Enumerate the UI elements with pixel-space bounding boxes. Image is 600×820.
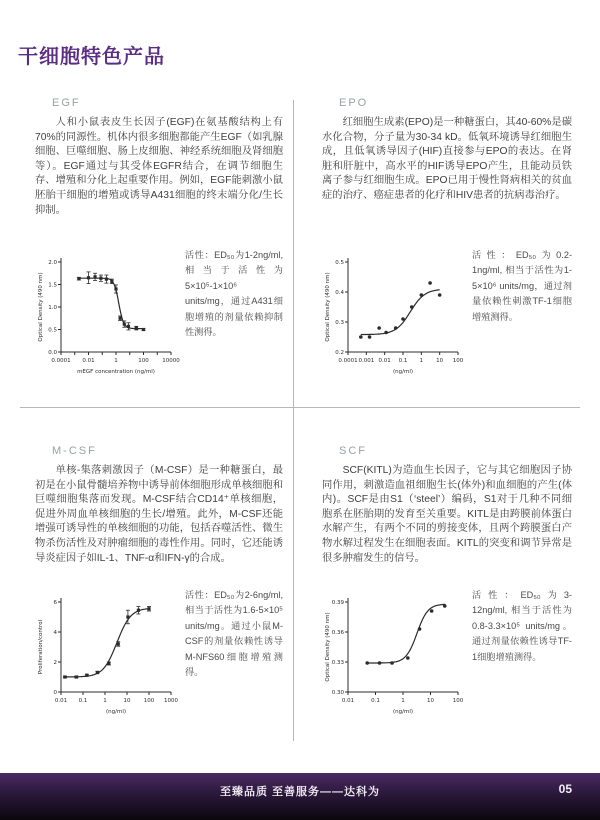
section-body-scf: SCF(KITL)为造血生长因子，它与其它细胞因子协同作用，刺激造血祖细胞生长(体外)和血细胞的产生(体内)。SCF是由S1（‘steel’）编码，S1对于几种不同细胞系在胚胎期的发育至关重要。KITL是由跨膜前体蛋白水解产生，有两个不同的剪接变体，且两个跨膜蛋白产物水解过程发生在细胞表面。KITL的突变和调节异常是很多肿瘤发生的信号。 (322, 465, 572, 564)
svg-text:10: 10 (436, 358, 444, 364)
svg-text:1.5: 1.5 (48, 282, 57, 289)
epo-activity-note: 活性：ED₅₀为0.2-1ng/ml, 相当于活性为1-5×10⁶ units/mg，通过剂量依赖性刺激TF-1细胞增殖测得。 (472, 250, 572, 322)
scf-activity-note: 活性：ED₅₀为3-12ng/ml, 相当于活性为0.8-3.3×10⁵ units/mg。通过剂量依赖性诱导TF-1细胞增殖测得。 (472, 590, 572, 662)
egf-activity-note: 活性：ED₅₀为1-2ng/ml, 相当于活性为5×10⁵-1×10⁶ units/mg，通过A431细胞增殖的剂量依赖抑制性测得。 (185, 250, 283, 338)
svg-text:100: 100 (143, 698, 155, 704)
svg-text:0.33: 0.33 (331, 660, 344, 666)
svg-text:0.2: 0.2 (335, 350, 344, 356)
svg-text:0.3: 0.3 (335, 320, 344, 326)
svg-text:Optical Density (490 nm): Optical Density (490 nm) (325, 272, 331, 342)
svg-text:0.0: 0.0 (48, 350, 57, 356)
svg-text:10: 10 (427, 698, 434, 704)
egf-dose-response-chart (35, 252, 180, 380)
epo-chart-row (322, 252, 572, 380)
svg-text:0.0001: 0.0001 (338, 358, 358, 364)
egf-chart-row (35, 252, 283, 380)
svg-text:1: 1 (419, 358, 424, 364)
svg-text:0.1: 0.1 (371, 698, 380, 704)
svg-text:0.4: 0.4 (335, 290, 344, 296)
mcsf-dose-response-chart (35, 592, 180, 720)
scf-dose-response-chart (322, 592, 467, 720)
page-number: 05 (558, 782, 572, 796)
section-heading-mcsf: M-CSF (52, 445, 97, 457)
svg-text:Optical Density (490 nm): Optical Density (490 nm) (38, 272, 44, 342)
svg-text:10000: 10000 (162, 358, 180, 364)
svg-text:100: 100 (138, 358, 149, 364)
svg-text:1: 1 (103, 698, 107, 704)
horizontal-divider (20, 407, 580, 408)
page-footer (0, 773, 600, 820)
svg-text:0.36: 0.36 (331, 630, 344, 636)
svg-text:0.1: 0.1 (78, 698, 88, 704)
svg-text:(ng/ml): (ng/ml) (392, 709, 414, 715)
svg-text:mEGF concentration (ng/ml): mEGF concentration (ng/ml) (77, 369, 155, 375)
svg-text:1: 1 (401, 698, 405, 704)
section-epo (322, 97, 572, 402)
svg-text:4: 4 (53, 630, 57, 636)
epo-dose-response-chart (322, 252, 467, 380)
svg-text:0.5: 0.5 (48, 327, 57, 334)
page-title: 干细胞特色产品 (18, 46, 165, 68)
svg-text:(ng/ml): (ng/ml) (392, 369, 414, 375)
svg-text:Proliferation/control: Proliferation/control (38, 619, 44, 675)
section-egf (35, 97, 283, 402)
section-heading-scf: SCF (339, 445, 367, 457)
svg-text:2.0: 2.0 (48, 260, 57, 266)
svg-text:0.01: 0.01 (341, 698, 355, 704)
mcsf-activity-note: 活性：ED₅₀为2-6ng/ml, 相当于活性为1.6-5×10⁵ units/mg。通过小鼠M-CSF的剂量依赖性诱导M-NFS60细胞增殖测得。 (185, 590, 283, 678)
section-heading-epo: EPO (339, 97, 369, 109)
svg-text:0.001: 0.001 (358, 358, 375, 364)
svg-text:0.01: 0.01 (54, 698, 68, 704)
svg-text:0.01: 0.01 (82, 358, 95, 364)
svg-text:1000: 1000 (164, 698, 178, 704)
section-heading-egf: EGF (52, 97, 81, 109)
mcsf-chart-row (35, 592, 283, 720)
section-scf (322, 445, 572, 750)
footer-slogan: 至臻品质 至善服务——达科为 (219, 786, 381, 798)
vertical-divider (293, 100, 294, 741)
svg-text:1.0: 1.0 (48, 305, 57, 311)
svg-text:0: 0 (53, 690, 57, 696)
svg-text:(ng/ml): (ng/ml) (105, 709, 127, 715)
svg-text:0.0001: 0.0001 (51, 358, 71, 364)
svg-text:2: 2 (53, 660, 57, 666)
scf-chart-row (322, 592, 572, 720)
section-body-mcsf: 单核-集落刺激因子（M-CSF）是一种糖蛋白，最初是在小鼠骨髓培养物中诱导前体细胞形成单核细胞和巨噬细胞集落而发现。M-CSF结合CD14⁺单核细胞，促进外周血单核细胞的生长/增殖。此外，M-CSF还能增强可诱导性的单核细胞的功能，包括吞噬活性、微生物杀伤活性及对肿瘤细胞的毒性作用。同时，它还能诱导炎症因子如IL-1、TNF-α和IFN-γ的合成。 (35, 465, 283, 564)
svg-text:0.5: 0.5 (335, 260, 344, 266)
svg-text:0.1: 0.1 (398, 358, 408, 364)
svg-text:0.01: 0.01 (378, 358, 391, 364)
section-mcsf (35, 445, 283, 750)
svg-text:100: 100 (452, 358, 464, 364)
svg-text:10: 10 (123, 698, 131, 704)
svg-text:0.30: 0.30 (331, 690, 344, 696)
svg-text:1: 1 (114, 358, 118, 364)
section-body-egf: 人和小鼠表皮生长因子(EGF)在氨基酸结构上有70%的同源性。机体内很多细胞都能产生EGF（如乳腺细胞、巨噬细胞、肠上皮细胞、神经系统细胞及肾细胞等）。EGF通过与其受体EGFR结合，在调节细胞生存、增殖和分化上起重要作用。例如，EGF能刺激小鼠胚胎干细胞的增殖或诱导A431细胞的终末端分化/生长抑制。 (35, 117, 283, 216)
section-body-epo: 红细胞生成素(EPO)是一种糖蛋白，其40-60%是碳水化合物，分子量为30-34 kD。低氧环境诱导红细胞生成，且低氧诱导因子(HIF)直接参与EPO的表达。在肾脏和肝脏中，高水平的HIF诱导EPO产生，且能动员铁离子参与红细胞生成。EPO已用于慢性肾病相关的贫血症的治疗、癌症患者的化疗和HIV患者的抗病毒治疗。 (322, 117, 572, 201)
svg-text:6: 6 (53, 600, 57, 606)
svg-text:0.39: 0.39 (331, 600, 344, 606)
svg-text:Optical Density (490 nm): Optical Density (490 nm) (325, 612, 331, 682)
svg-text:100: 100 (452, 698, 464, 704)
